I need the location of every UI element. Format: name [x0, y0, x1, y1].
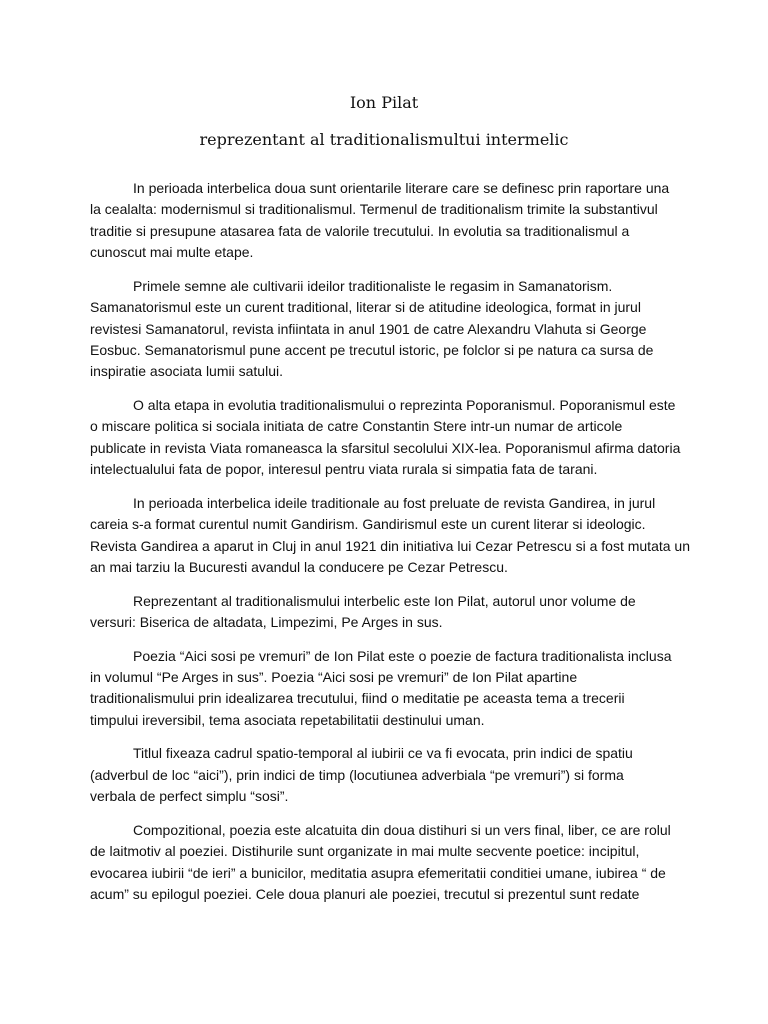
paragraph: [90, 820, 690, 906]
paragraph-line: evocarea iubirii “de ieri” a bunicilor, meditatia asupra efemeritatii conditiei umane, iubirea “ de: [90, 864, 666, 881]
paragraph-line: careia s-a format curentul numit Gandirism. Gandirismul este un curent literar si ideologic.: [90, 516, 646, 533]
paragraph-line: cunoscut mai multe etape.: [90, 244, 254, 261]
paragraph-line: inspiratie asociata lumii satului.: [90, 363, 283, 380]
paragraph-line: In perioada interbelica doua sunt orientarile literare care se definesc prin raportare una: [133, 180, 670, 196]
paragraph-line: an mai tarziu la Bucuresti avandul la conducere pe Cezar Petrescu.: [90, 559, 508, 576]
paragraph: [90, 178, 690, 264]
paragraph-line: Compozitional, poezia este alcatuita din doua distihuri si un vers final, liber, ce are rolul: [133, 821, 671, 838]
paragraph-line: la cealalta: modernismul si traditionalismul. Termenul de traditionalism trimite la substantivul: [90, 201, 658, 218]
document-body: [90, 178, 690, 918]
paragraph: [90, 493, 690, 579]
paragraph-line: versuri: Biserica de altadata, Limpezimi, Pe Arges in sus.: [90, 614, 443, 631]
paragraph-line: timpului ireversibil, tema asociata repetabilitatii destinului uman.: [90, 711, 485, 728]
paragraph-line: o miscare politica si sociala initiata de catre Constantin Stere intr-un numar de articole: [90, 418, 623, 435]
paragraph-line: revistesi Samanatorul, revista infiintata in anul 1901 de catre Alexandru Vlahuta si George: [90, 320, 647, 337]
page-subtitle: reprezentant al traditionalismultui intermelic: [199, 130, 569, 149]
paragraph-line: verbala de perfect simplu “sosi”.: [90, 788, 289, 805]
paragraph-line: Poezia “Aici sosi pe vremuri” de Ion Pilat este o poezie de factura traditionalista inclusa: [133, 647, 672, 664]
paragraph: [90, 646, 690, 732]
paragraph-line: intelectualului fata de popor, interesul pentru viata rurala si simpatia fata de tarani.: [90, 461, 598, 478]
paragraph: [90, 276, 690, 383]
paragraph-line: O alta etapa in evolutia traditionalismului o reprezinta Poporanismul. Poporanismul este: [133, 397, 676, 414]
paragraph: [90, 743, 690, 807]
paragraph-line: publicate in revista Viata romaneasca la sfarsitul secolului XIX-lea. Poporanismul afirma datoria: [90, 439, 681, 456]
paragraph-line: Titlul fixeaza cadrul spatio-temporal al iubirii ce va fi evocata, prin indici de spatiu: [133, 745, 633, 762]
paragraph-line: Eosbuc. Semanatorismul pune accent pe trecutul istoric, pe folclor si pe natura ca sursa de: [90, 342, 654, 359]
paragraph-line: Samanatorismul este un curent traditional, literar si de atitudine ideologica, format in jurul: [90, 299, 641, 316]
paragraph-line: Reprezentant al traditionalismului interbelic este Ion Pilat, autorul unor volume de: [133, 592, 636, 609]
paragraph-line: de laitmotiv al poeziei. Distihurile sunt organizate in mai multe secvente poetice: incipitul,: [90, 843, 640, 860]
paragraph-line: traditie si presupune atasarea fata de valorile trecutului. In evolutia sa traditionalismul a: [90, 222, 630, 239]
paragraph-line: in volumul “Pe Arges in sus”. Poezia “Aici sosi pe vremuri” de Ion Pilat apartine: [90, 669, 578, 686]
page-title: Ion Pilat: [349, 93, 419, 112]
paragraph-line: acum” su epilogul poeziei. Cele doua planuri ale poeziei, trecutul si prezentul sunt redate: [90, 886, 640, 903]
paragraph-line: (adverbul de loc “aici”), prin indici de timp (locutiunea adverbiala “pe vremuri”) si forma: [90, 766, 624, 783]
paragraph-line: Primele semne ale cultivarii ideilor traditionaliste le regasim in Samanatorism.: [133, 277, 613, 294]
paragraph-line: In perioada interbelica ideile traditionale au fost preluate de revista Gandirea, in jurul: [133, 494, 656, 511]
paragraph: [90, 591, 690, 634]
paragraph-line: traditionalismului prin idealizarea trecutului, fiind o meditatie pe aceasta tema a trecerii: [90, 690, 625, 707]
paragraph-line: Revista Gandirea a aparut in Cluj in anul 1921 din initiativa lui Cezar Petrescu si a fost mutata un: [90, 537, 690, 554]
paragraph: [90, 395, 690, 481]
